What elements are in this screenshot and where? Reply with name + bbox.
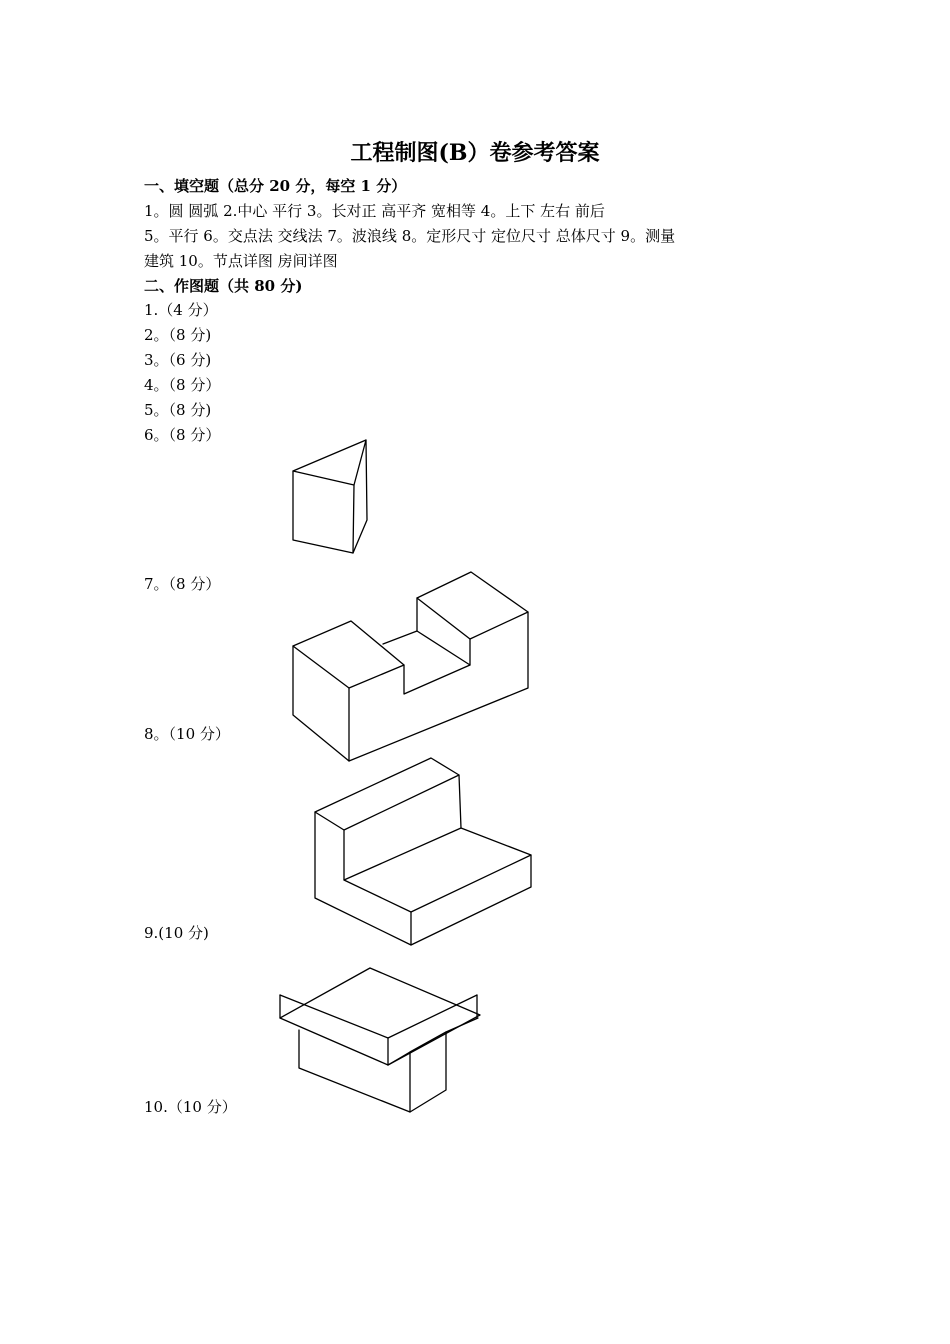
item-1: 1.（4 分） xyxy=(144,301,218,319)
item-8: 8。（10 分） xyxy=(144,725,230,743)
item-7: 7。（8 分） xyxy=(144,575,221,593)
section1-line-3: 建筑 10。节点详图 房间详图 xyxy=(144,252,338,270)
item-3: 3。（6 分) xyxy=(144,351,212,369)
item-2: 2。（8 分) xyxy=(144,326,212,344)
isometric-drawing-l-block xyxy=(315,758,531,945)
item-6: 6。（8 分） xyxy=(144,426,221,444)
isometric-drawing-u-block xyxy=(293,572,528,761)
section1-line-1: 1。圆 圆弧 2.中心 平行 3。长对正 高平齐 宽相等 4。上下 左右 前后 xyxy=(144,202,605,220)
item-9: 9.(10 分) xyxy=(144,924,209,942)
isometric-drawing-t-block xyxy=(280,968,480,1112)
item-10: 10.（10 分） xyxy=(144,1098,237,1116)
section1-line-2: 5。平行 6。交点法 交线法 7。波浪线 8。定形尺寸 定位尺寸 总体尺寸 9。测量 xyxy=(144,227,676,245)
item-5: 5。（8 分) xyxy=(144,401,212,419)
section1-heading: 一、填空题（总分 20 分，每空 1 分） xyxy=(144,177,407,195)
page-title: 工程制图(B）卷参考答案 xyxy=(350,140,600,166)
section2-heading: 二、作图题（共 80 分) xyxy=(144,277,303,295)
item-4: 4。（8 分） xyxy=(144,376,221,394)
isometric-drawing-prism xyxy=(293,440,367,553)
